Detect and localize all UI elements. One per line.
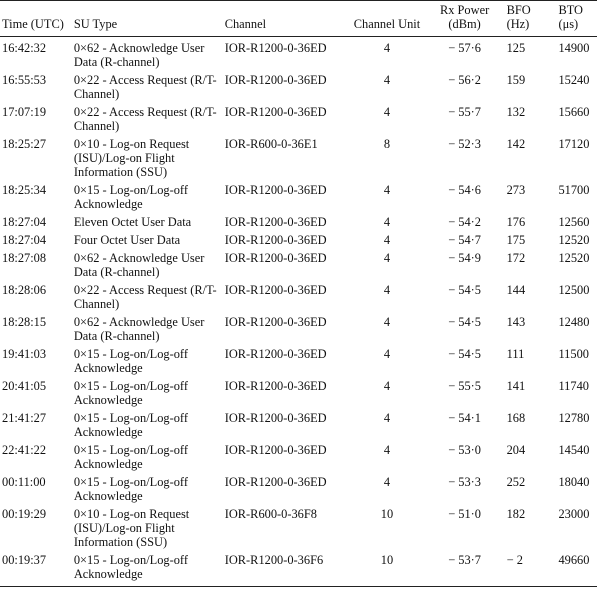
cell-time: 19:41:03 [2,347,47,361]
cell-channel-unit: 4 [383,347,391,361]
cell-bfo: 141 [506,379,526,393]
cell-bto: 12560 [558,215,590,229]
cell-bto: 11500 [558,347,589,361]
cell-channel: IOR-R600-0-36E1 [224,137,318,151]
cell-bto: 12520 [558,233,590,247]
table-row [0,551,597,587]
cell-time: 18:27:04 [2,215,47,229]
cell-su-type: Four Octet User Data [73,233,181,247]
cell-channel-unit: 4 [383,443,391,457]
table-row [0,213,597,231]
header-bto: BTO (μs) [556,1,597,37]
header-channel-unit: Channel Unit [349,1,424,37]
cell-bfo: − 2 [505,551,557,587]
cell-bto: 17120 [558,137,590,151]
table-row [0,441,597,473]
cell-rx-power: − 51·0 [448,507,481,521]
cell-time: 18:28:15 [2,315,47,329]
cell-bfo: 175 [506,233,526,247]
cell-bto: 14540 [558,443,590,457]
cell-channel: IOR-R1200-0-36ED [224,105,327,119]
cell-channel-unit: 4 [383,475,391,489]
header-row [0,1,597,37]
cell-channel-unit: 4 [383,379,391,393]
cell-time: 17:07:19 [2,105,47,119]
header-time: Time (UTC) [0,1,72,37]
table-row [0,103,597,135]
table-row [0,231,597,249]
cell-su-type: Eleven Octet User Data [73,215,192,229]
cell-bto: 12500 [558,283,590,297]
cell-bfo: 142 [506,137,526,151]
cell-channel: IOR-R1200-0-36ED [224,73,327,87]
cell-su-type: 0×62 - Acknowledge User Data (R-channel) [73,251,205,279]
cell-su-type: 0×15 - Log-on/Log-off Acknowledge [73,379,188,407]
cell-bto: 15240 [558,73,590,87]
cell-time: 16:55:53 [2,73,47,87]
cell-channel: IOR-R600-0-36F8 [224,507,317,521]
cell-bto: 14900 [558,41,590,55]
cell-bfo: 144 [506,283,526,297]
cell-channel-unit: 10 [349,551,424,587]
cell-rx-power: − 52·3 [448,137,481,151]
cell-channel-unit: 4 [383,215,391,229]
cell-rx-power: − 56·2 [448,73,481,87]
cell-channel-unit: 8 [383,137,391,151]
cell-bto: 15660 [558,105,590,119]
cell-bto: 12520 [558,251,590,265]
cell-bfo: 143 [506,315,526,329]
cell-time: 16:42:32 [2,41,47,55]
cell-rx-power: − 54·7 [448,233,481,247]
table-row [0,473,597,505]
cell-channel-unit: 4 [383,41,391,55]
cell-channel-unit: 10 [380,507,394,521]
cell-bto: 49660 [556,551,597,587]
cell-rx-power: − 54·5 [448,347,481,361]
cell-rx-power: − 57·6 [448,41,481,55]
cell-time: 00:19:29 [2,507,47,521]
cell-channel: IOR-R1200-0-36ED [224,215,327,229]
cell-time: 00:19:37 [0,551,72,587]
cell-rx-power: − 54·6 [448,183,481,197]
cell-rx-power: − 53·3 [448,475,481,489]
table-row [0,377,597,409]
cell-su-type: 0×10 - Log-on Request (ISU)/Log-on Flight Information (SSU) [73,507,190,549]
cell-rx-power: − 55·5 [448,379,481,393]
header-su-type: SU Type [72,1,223,37]
table-row [0,345,597,377]
cell-time: 18:25:34 [2,183,47,197]
cell-time: 21:41:27 [2,411,47,425]
cell-bfo: 125 [506,41,526,55]
cell-su-type: 0×22 - Access Request (R/T-Channel) [73,73,217,101]
cell-su-type: 0×15 - Log-on/Log-off Acknowledge [73,475,188,503]
cell-channel-unit: 4 [383,105,391,119]
cell-channel-unit: 4 [383,315,391,329]
table-row [0,71,597,103]
cell-su-type: 0×15 - Log-on/Log-off Acknowledge [73,443,188,471]
cell-su-type: 0×62 - Acknowledge User Data (R-channel) [73,41,205,69]
cell-bfo: 172 [506,251,526,265]
cell-su-type: 0×62 - Acknowledge User Data (R-channel) [73,315,205,343]
table-row [0,135,597,181]
header-channel: Channel [223,1,350,37]
cell-channel-unit: 4 [383,73,391,87]
cell-time: 20:41:05 [2,379,47,393]
cell-time: 18:25:27 [2,137,47,151]
cell-channel: IOR-R1200-0-36ED [224,315,327,329]
cell-time: 18:27:04 [2,233,47,247]
cell-channel: IOR-R1200-0-36ED [224,233,327,247]
cell-rx-power: − 53·0 [448,443,481,457]
cell-rx-power: − 54·5 [448,283,481,297]
table-row [0,181,597,213]
table-row [0,505,597,551]
cell-bto: 18040 [558,475,590,489]
cell-channel: IOR-R1200-0-36ED [224,475,327,489]
table-row [0,313,597,345]
table-row [0,281,597,313]
cell-channel: IOR-R1200-0-36ED [224,183,327,197]
cell-channel: IOR-R1200-0-36ED [224,443,327,457]
cell-bto: 12480 [558,315,590,329]
cell-rx-power: − 55·7 [448,105,481,119]
cell-su-type: 0×15 - Log-on/Log-off Acknowledge [73,347,188,375]
cell-channel: IOR-R1200-0-36ED [224,379,327,393]
table-body [0,37,597,587]
cell-bfo: 252 [506,475,526,489]
cell-bto: 11740 [558,379,589,393]
cell-bfo: 132 [506,105,526,119]
cell-time: 22:41:22 [2,443,47,457]
cell-channel-unit: 4 [383,233,391,247]
table-row [0,249,597,281]
cell-bfo: 176 [506,215,526,229]
cell-time: 18:28:06 [2,283,47,297]
cell-su-type: 0×22 - Access Request (R/T-Channel) [73,105,217,133]
cell-rx-power: − 54·2 [448,215,481,229]
cell-bfo: 204 [506,443,526,457]
cell-su-type: 0×22 - Access Request (R/T-Channel) [73,283,217,311]
cell-bfo: 273 [506,183,526,197]
cell-bfo: 182 [506,507,526,521]
cell-bto: 51700 [558,183,590,197]
cell-channel-unit: 4 [383,283,391,297]
cell-channel: IOR-R1200-0-36ED [224,347,327,361]
cell-su-type: 0×10 - Log-on Request (ISU)/Log-on Flight Information (SSU) [73,137,190,179]
cell-bto: 12780 [558,411,590,425]
table-row [0,409,597,441]
cell-bfo: 111 [506,347,525,361]
cell-channel-unit: 4 [383,183,391,197]
cell-su-type: 0×15 - Log-on/Log-off Acknowledge [73,411,188,439]
table-row [0,37,597,72]
cell-channel-unit: 4 [383,251,391,265]
cell-time: 00:11:00 [2,475,46,489]
cell-rx-power: − 54·5 [448,315,481,329]
cell-channel: IOR-R1200-0-36ED [224,251,327,265]
cell-channel-unit: 4 [383,411,391,425]
cell-channel: IOR-R1200-0-36ED [224,283,327,297]
cell-channel: IOR-R1200-0-36F6 [223,551,350,587]
cell-su-type: 0×15 - Log-on/Log-off Acknowledge [73,183,188,211]
cell-bfo: 168 [506,411,526,425]
cell-bfo: 159 [506,73,526,87]
cell-channel: IOR-R1200-0-36ED [224,41,327,55]
header-rx-power: Rx Power (dBm) [425,1,505,37]
cell-rx-power: − 53·7 [425,551,505,587]
cell-rx-power: − 54·1 [448,411,481,425]
cell-rx-power: − 54·9 [448,251,481,265]
cell-channel: IOR-R1200-0-36ED [224,411,327,425]
header-bfo: BFO (Hz) [505,1,557,37]
cell-su-type: 0×15 - Log-on/Log-off Acknowledge [72,551,223,587]
cell-bto: 23000 [558,507,590,521]
cell-time: 18:27:08 [2,251,47,265]
